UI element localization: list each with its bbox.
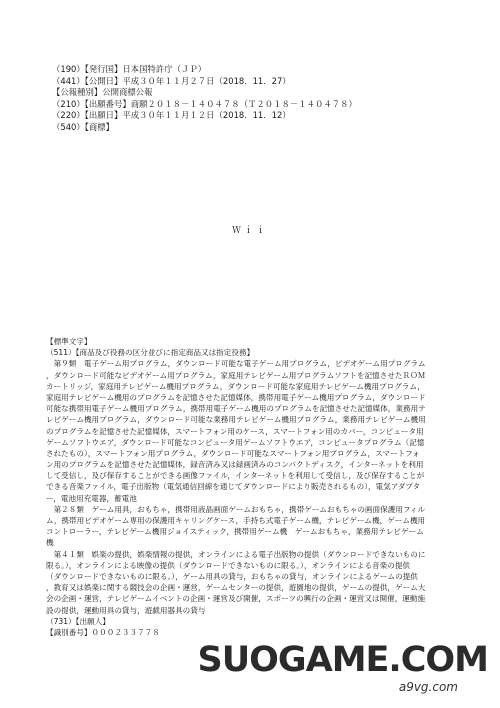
gazette-type: 【公報種別】公開商標公報 (52, 87, 153, 98)
text-line: （731）【出願人】 (46, 616, 110, 626)
text-line: 第９類 電子ゲーム用プログラム，ダウンロード可能な電子ゲーム用プログラム，ビデオゲーム用プログラム (46, 359, 426, 369)
text-line: して受信し，及び保存することができる画像ファイル，インターネットを利用して受信し，及び保存することが (46, 471, 425, 481)
watermark (198, 640, 489, 694)
text-line: コントローラー，テレビゲーム機用ジョイスティック，携帯用ゲーム機 ゲームおもちゃ，業務用テレビゲーム (46, 527, 424, 537)
text-line: カートリッジ，家庭用テレビゲーム機用プログラム，ダウンロード可能な家庭用テレビゲーム機用プログラム， (46, 381, 425, 391)
text-line: 会の企画・運営，テレビゲームイベントの企画・運営及び開催，スポーツの興行の企画・運営又は開催，運動施 (46, 594, 426, 604)
text-line: ，ダウンロード可能なビデオゲーム用プログラム，家庭用テレビゲーム用プログラムソフトを記憶させたＲＯＭ (46, 370, 426, 380)
text-line: ム，携帯用ビデオゲーム専用の保護用キャリングケース，手持ち式電子ゲーム機，テレビゲーム機，ゲーム機用 (46, 516, 426, 525)
watermark-main: SUOGAME.COM (197, 640, 488, 680)
text-line: レビゲーム機用プログラム，ダウンロード可能な業務用テレビゲーム機用プログラム，業務用テレビゲーム機用 (46, 415, 426, 425)
text-line: 【標準文字】 (46, 337, 92, 346)
text-line: されたもの），スマートフォン用プログラム，ダウンロード可能なスマートフォン用プログラム，スマートフォ (46, 448, 420, 458)
text-line: ン用のプログラムを記憶させた記憶媒体，録音済み又は録画済みのコンパクトディスク，インターネットを利用 (46, 460, 424, 470)
issuing-country: （190）【発行国】日本国特許庁（ＪＰ） (52, 64, 207, 74)
text-line: 可能な携帯用電子ゲーム機用プログラム，携帯用電子ゲーム機用のプログラムを記憶させた記憶媒体，業務用テ (46, 404, 426, 414)
watermark-sub: a9vg.com (398, 680, 458, 694)
text-line: 機 (46, 538, 54, 548)
text-line: ゲームソフトウエア，ダウンロード可能なコンピュータ用ゲームソフトウエア，コンピュータプログラム（記憶 (46, 437, 425, 447)
text-line: 第４１類 娯楽の提供，娯楽情報の提供，オンラインによる電子出版物の提供（ダウンロードできないものに (46, 549, 426, 559)
text-line: ，教育又は娯楽に関する競技会の企画・運営，ゲームセンターの提供，遊園地の提供，ゲームの提供，ゲーム大 (46, 583, 426, 593)
text-line: 【識別番号】０００２３３７７８ (46, 627, 160, 637)
text-line: ー，電池用充電器，蓄電池 (46, 493, 137, 503)
text-line: 設の提供，運動用具の貸与，遊戯用器具の貸与 (46, 605, 206, 615)
text-line: のプログラムを記憶させた記憶媒体，スマートフォン用のケース，スマートフォン用のカバー，コンピュータ用 (46, 426, 424, 436)
trademark-text: Ｗｉｉ (231, 226, 268, 236)
trademark-heading: （540）【商標】 (52, 121, 115, 132)
bibliographic-header (52, 64, 357, 134)
text-line: 第２８類 ゲーム用具，おもちゃ，携帯用液晶画面ゲームおもちゃ，携帯ゲームおもちゃの画面保護用フィル (46, 504, 426, 514)
filing-date: （220）【出願日】平成３０年１１月１２日（2018．11．12） (52, 110, 291, 121)
text-line: 限る。），オンラインによる映像の提供（ダウンロードできないものに限る。），オンラインによる音楽の提供 (46, 560, 411, 570)
application-number: （210）【出願番号】商願２０１８－１４０４７８（Ｔ２０１８－１４０４７８） (52, 98, 357, 109)
goods-services-section (46, 336, 452, 638)
text-line: （511）【商品及び役務の区分並びに指定商品又は指定役務】 (46, 348, 255, 358)
text-line: 家庭用テレビゲーム機用のプログラムを記憶させた記憶媒体，携帯用電子ゲーム機用プログラム，ダウンロード (46, 392, 426, 402)
publication-date: （441）【公開日】平成３０年１１月２７日（2018．11．27） (52, 75, 291, 86)
text-line: できる音楽ファイル，電子出版物（電気通信回線を通じてダウンロードにより販売されるもの），電気アダプタ (46, 482, 421, 492)
text-line: （ダウンロードできないものに限る。），ゲーム用具の貸与，おもちゃの貸与，オンラインによるゲームの提供 (46, 571, 418, 581)
